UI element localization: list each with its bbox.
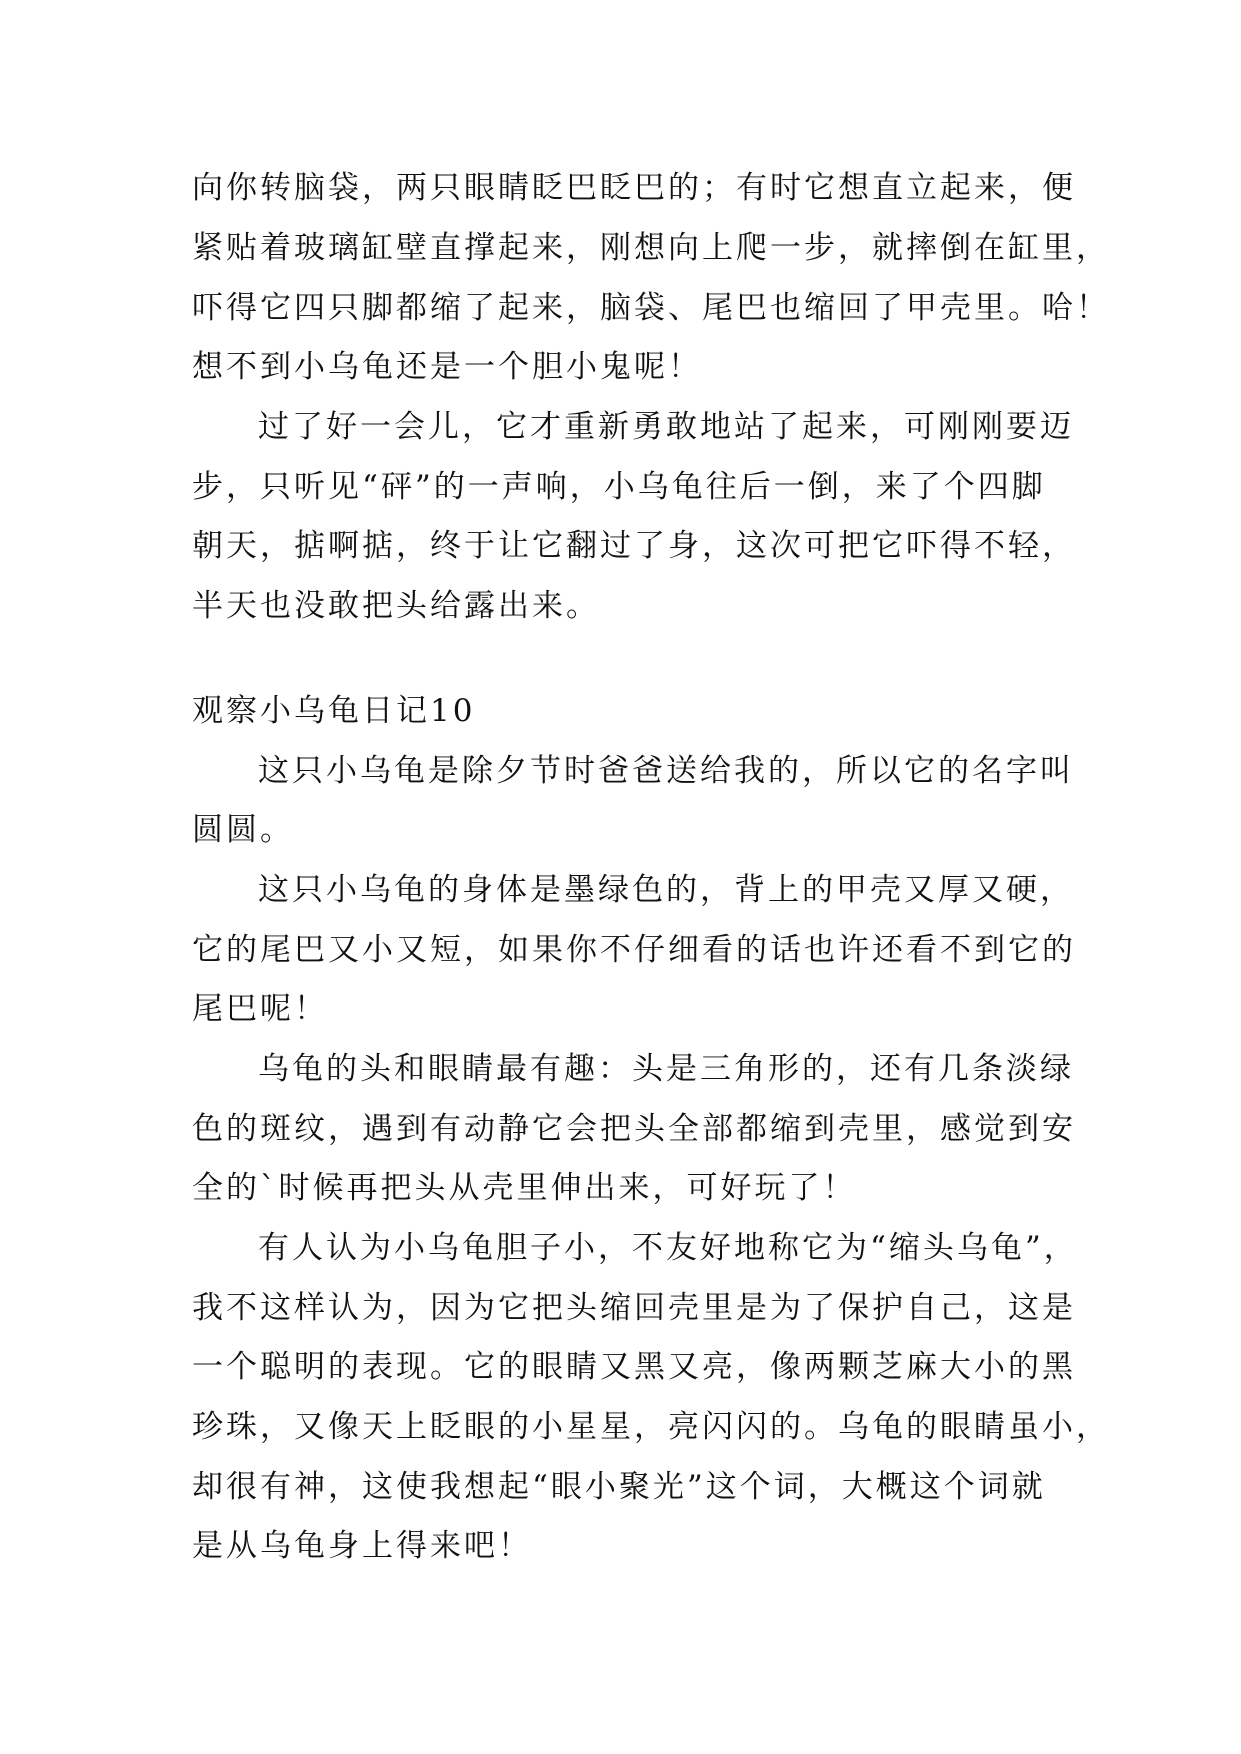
text-line: 全的`时候再把头从壳里伸出来，可好玩了！ (192, 1170, 857, 1206)
text-line: 是从乌龟身上得来吧！ (192, 1528, 532, 1564)
text-line: 尾巴呢！ (192, 991, 328, 1027)
text-line: 我不这样认为，因为它把头缩回壳里是为了保护自己，这是 (192, 1290, 1076, 1326)
text-line: 步，只听见“砰”的一声响，小乌龟往后一倒，来了个四脚 (192, 469, 1046, 505)
text-line: 有人认为小乌龟胆子小，不友好地称它为“缩头乌龟”， (258, 1230, 1078, 1266)
text-line: 向你转脑袋，两只眼睛眨巴眨巴的；有时它想直立起来，便 (192, 170, 1076, 206)
text-line: 它的尾巴又小又短，如果你不仔细看的话也许还看不到它的 (192, 932, 1076, 968)
text-line: 却很有神，这使我想起“眼小聚光”这个词，大概这个词就 (192, 1469, 1046, 1505)
text-line: 色的斑纹，遇到有动静它会把头全部都缩到壳里，感觉到安 (192, 1111, 1076, 1147)
text-line: 半天也没敢把头给露出来。 (192, 588, 600, 624)
text-line: 朝天，掂啊掂，终于让它翻过了身，这次可把它吓得不轻， (192, 528, 1076, 564)
text-line: 想不到小乌龟还是一个胆小鬼呢！ (192, 349, 702, 385)
text-line: 这只小乌龟的身体是墨绿色的，背上的甲壳又厚又硬， (258, 872, 1074, 908)
text-line: 一个聪明的表现。它的眼睛又黑又亮，像两颗芝麻大小的黑 (192, 1349, 1076, 1385)
text-line: 过了好一会儿，它才重新勇敢地站了起来，可刚刚要迈 (258, 409, 1074, 445)
text-line: 吓得它四只脚都缩了起来，脑袋、尾巴也缩回了甲壳里。哈！ (192, 290, 1110, 326)
text-line: 乌龟的头和眼睛最有趣：头是三角形的，还有几条淡绿 (258, 1051, 1074, 1087)
section-heading: 观察小乌龟日记10 (192, 693, 476, 729)
text-line: 紧贴着玻璃缸壁直撑起来，刚想向上爬一步，就摔倒在缸里， (192, 230, 1110, 266)
text-line: 圆圆。 (192, 812, 294, 848)
text-line: 珍珠，又像天上眨眼的小星星，亮闪闪的。乌龟的眼睛虽小， (192, 1409, 1110, 1445)
text-line: 这只小乌龟是除夕节时爸爸送给我的，所以它的名字叫 (258, 753, 1074, 789)
